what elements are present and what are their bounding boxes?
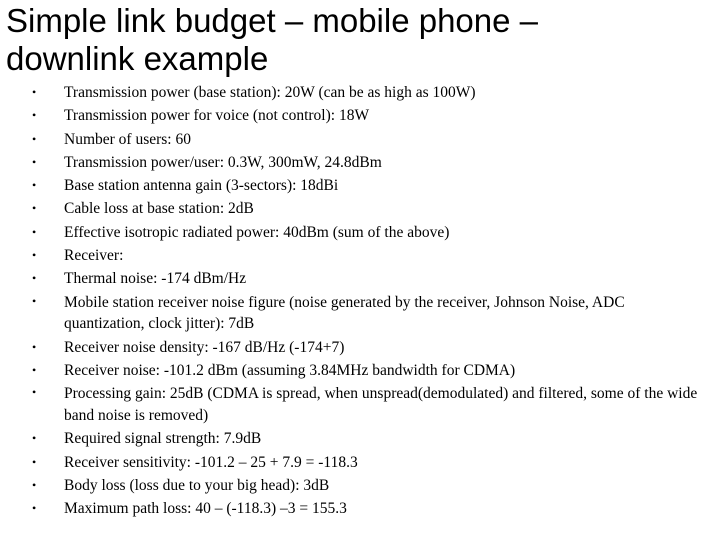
bullet-text: Cable loss at base station: 2dB	[64, 200, 254, 218]
bullet-icon: •	[32, 293, 37, 308]
bullet-item	[0, 451, 720, 474]
bullet-icon: •	[32, 248, 37, 263]
bullet-item	[0, 151, 720, 174]
bullet-text: Receiver noise density: -167 dB/Hz (-174+7)	[64, 338, 345, 356]
slide-title-line-1: Simple link budget – mobile phone –	[6, 2, 539, 39]
bullet-text: Number of users: 60	[64, 130, 191, 148]
bullet-icon: •	[32, 501, 37, 516]
bullet-icon: •	[32, 477, 37, 492]
bullet-text: Base station antenna gain (3-sectors): 18dBi	[64, 177, 339, 195]
bullet-icon: •	[32, 271, 37, 286]
bullet-text: Receiver:	[64, 247, 124, 265]
bullet-text: Effective isotropic radiated power: 40dBm (sum of the above)	[64, 223, 450, 241]
bullet-item	[0, 497, 720, 520]
bullet-icon: •	[32, 178, 37, 193]
bullet-item	[0, 81, 720, 104]
bullet-item	[0, 267, 720, 290]
bullet-item	[0, 244, 720, 267]
bullet-text: Mobile station receiver noise figure (noise generated by the receiver, Johnson Noise, ADC quantization, clock jitter): 7dB	[64, 293, 625, 333]
bullet-item	[0, 104, 720, 127]
bullet-text: Maximum path loss: 40 – (-118.3) –3 = 155.3	[64, 500, 347, 518]
bullet-icon: •	[32, 431, 37, 446]
bullet-icon: •	[32, 154, 37, 169]
bullet-icon: •	[32, 362, 37, 377]
bullet-icon: •	[32, 385, 37, 400]
bullet-item	[0, 359, 720, 382]
bullet-text: Thermal noise: -174 dBm/Hz	[64, 270, 247, 288]
bullet-icon: •	[32, 85, 37, 99]
bullet-icon: •	[32, 201, 37, 216]
bullet-icon: •	[32, 339, 37, 354]
bullet-item	[0, 291, 720, 336]
slide-title	[6, 2, 706, 78]
bullet-item	[0, 427, 720, 450]
bullet-icon: •	[32, 108, 37, 123]
bullet-item	[0, 382, 720, 427]
bullet-list	[0, 81, 720, 520]
bullet-text: Body loss (loss due to your big head): 3dB	[64, 476, 330, 494]
bullet-item	[0, 197, 720, 220]
bullet-text: Transmission power for voice (not control): 18W	[64, 107, 370, 125]
bullet-icon: •	[32, 131, 37, 146]
slide-title-line-2: downlink example	[6, 40, 269, 77]
bullet-text: Processing gain: 25dB (CDMA is spread, when unspread(demodulated) and filtered, some of the wide band noise is removed)	[64, 385, 698, 424]
bullet-icon: •	[32, 224, 37, 239]
bullet-text: Transmission power (base station): 20W (can be as high as 100W)	[64, 84, 476, 101]
bullet-icon: •	[32, 454, 37, 469]
bullet-text: Transmission power/user: 0.3W, 300mW, 24.8dBm	[64, 153, 382, 171]
bullet-text: Receiver noise: -101.2 dBm (assuming 3.84MHz bandwidth for CDMA)	[64, 361, 516, 379]
bullet-item	[0, 221, 720, 244]
bullet-item	[0, 336, 720, 359]
bullet-item	[0, 474, 720, 497]
bullet-text: Receiver sensitivity: -101.2 – 25 + 7.9 = -118.3	[64, 453, 358, 471]
bullet-text: Required signal strength: 7.9dB	[64, 430, 262, 448]
bullet-item	[0, 174, 720, 197]
bullet-item	[0, 128, 720, 151]
